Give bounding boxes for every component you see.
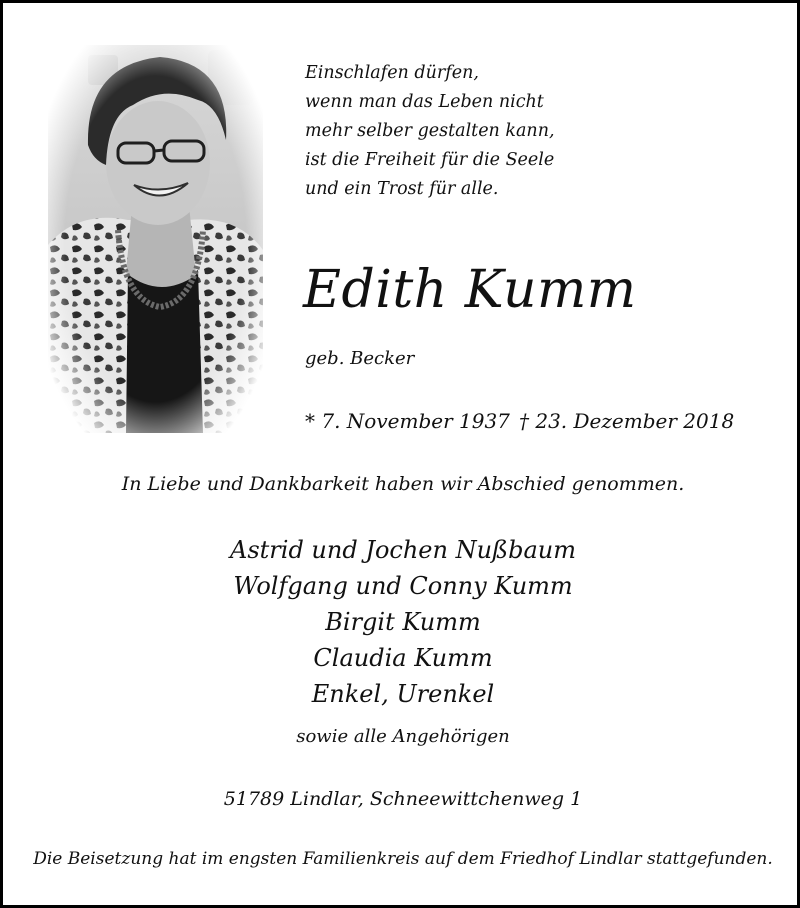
poem-line: Einschlafen dürfen, bbox=[305, 63, 479, 83]
poem-line: wenn man das Leben nicht bbox=[305, 92, 544, 112]
mourner-name: Birgit Kumm bbox=[325, 608, 481, 636]
mourner-name: Wolfgang und Conny Kumm bbox=[233, 572, 573, 600]
portrait-image bbox=[48, 45, 263, 433]
mourner-name: Astrid und Jochen Nußbaum bbox=[230, 536, 576, 564]
poem-line: mehr selber gestalten kann, bbox=[305, 121, 555, 141]
birth-date: * 7. November 1937 bbox=[305, 409, 510, 433]
burial-note: Die Beisetzung hat im engsten Familienkreis auf dem Friedhof Lindlar stattgefunden. bbox=[33, 849, 773, 869]
mourner-name: Enkel, Urenkel bbox=[311, 680, 495, 708]
poem-line: und ein Trost für alle. bbox=[305, 179, 499, 199]
deceased-name: Edith Kumm bbox=[303, 260, 637, 320]
farewell-text: In Liebe und Dankbarkeit haben wir Abschied genommen. bbox=[121, 473, 685, 495]
death-date: † 23. Dezember 2018 bbox=[519, 409, 735, 433]
address: 51789 Lindlar, Schneewittchenweg 1 bbox=[223, 788, 583, 810]
mourners-list bbox=[3, 532, 800, 712]
portrait-photo bbox=[48, 45, 263, 433]
poem bbox=[305, 59, 555, 204]
poem-line: ist die Freiheit für die Seele bbox=[305, 150, 555, 170]
mourner-name: Claudia Kumm bbox=[313, 644, 493, 672]
relatives-text: sowie alle Angehörigen bbox=[296, 726, 510, 747]
maiden-name: geb. Becker bbox=[305, 348, 415, 369]
